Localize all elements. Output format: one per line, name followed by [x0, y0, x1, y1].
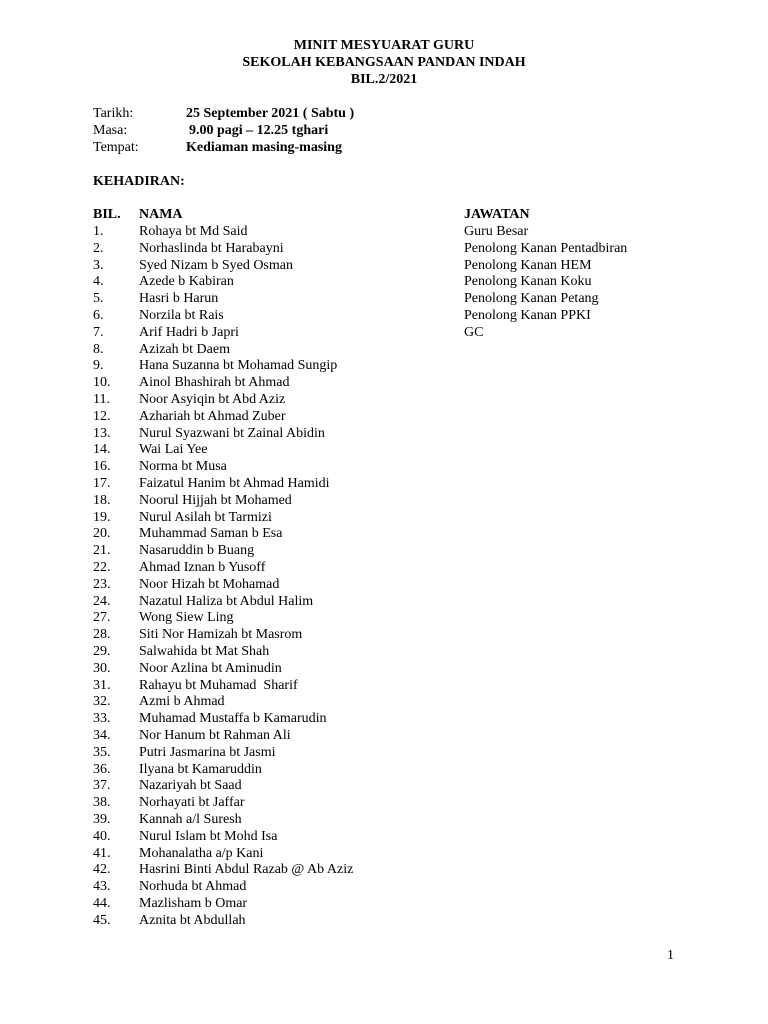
row-name: Hasri b Harun [139, 291, 219, 307]
attendance-row [0, 711, 768, 728]
row-number: 30. [93, 660, 111, 676]
row-number: 35. [93, 744, 111, 760]
row-number: 27. [93, 610, 111, 626]
attendance-row [0, 728, 768, 745]
attendance-row [0, 442, 768, 459]
tempat-label: Tempat: [93, 140, 139, 155]
row-name: Azede b Kabiran [139, 274, 234, 290]
row-number: 1. [93, 224, 104, 239]
row-name: Syed Nizam b Syed Osman [139, 257, 293, 273]
row-name: Nurul Syazwani bt Zainal Abidin [139, 425, 325, 441]
row-number: 39. [93, 812, 111, 827]
row-name: Salwahida bt Mat Shah [139, 644, 270, 659]
row-name: Noorul Hijjah bt Mohamed [139, 492, 292, 508]
row-number: 18. [93, 492, 111, 508]
column-header-jawatan: JAWATAN [464, 207, 530, 222]
attendance-row [0, 426, 768, 443]
row-number: 16. [93, 459, 111, 475]
row-name: Wong Siew Ling [139, 610, 234, 626]
row-number: 12. [93, 408, 111, 424]
row-name: Hasrini Binti Abdul Razab @ Ab Aziz [139, 862, 354, 878]
row-number: 43. [93, 879, 111, 895]
attendance-row [0, 392, 768, 409]
row-number: 2. [93, 240, 104, 256]
row-name: Rohaya bt Md Said [139, 224, 248, 239]
row-name: Norma bt Musa [139, 459, 227, 475]
row-name: Hana Suzanna bt Mohamad Sungip [139, 358, 338, 374]
row-number: 3. [93, 257, 104, 273]
attendance-row [0, 510, 768, 527]
tarikh-label: Tarikh: [93, 106, 134, 121]
attendance-row [0, 308, 768, 325]
row-number: 14. [93, 442, 111, 458]
row-name: Muhammad Saman b Esa [139, 526, 283, 542]
page-number: 1 [667, 948, 674, 963]
row-position: Penolong Kanan Petang [464, 291, 599, 307]
attendance-row [0, 913, 768, 930]
row-name: Rahayu bt Muhamad Sharif [139, 677, 298, 693]
attendance-row [0, 745, 768, 762]
row-number: 42. [93, 862, 111, 878]
row-name: Nurul Asilah bt Tarmizi [139, 509, 272, 525]
row-name: Nazatul Haliza bt Abdul Halim [139, 593, 314, 609]
attendance-row [0, 627, 768, 644]
attendance-row [0, 291, 768, 308]
row-number: 8. [93, 341, 104, 357]
row-name: Noor Azlina bt Aminudin [139, 660, 282, 676]
attendance-row [0, 846, 768, 863]
row-number: 9. [93, 358, 104, 374]
attendance-row [0, 778, 768, 795]
attendance-row [0, 493, 768, 510]
row-name: Azizah bt Daem [139, 341, 230, 357]
attendance-row [0, 526, 768, 543]
row-position: GC [464, 324, 484, 340]
row-name: Norhayati bt Jaffar [139, 795, 245, 811]
row-name: Nazariyah bt Saad [139, 778, 242, 794]
row-number: 11. [93, 392, 110, 407]
attendance-row [0, 241, 768, 258]
row-name: Noor Hizah bt Mohamad [139, 576, 280, 592]
attendance-row [0, 258, 768, 275]
attendance-row [0, 476, 768, 493]
doc-title: MINIT MESYUARAT GURU [293, 38, 475, 53]
row-number: 23. [93, 576, 111, 592]
row-number: 33. [93, 711, 111, 727]
row-number: 44. [93, 896, 111, 911]
attendance-row [0, 644, 768, 661]
school-name: SEKOLAH KEBANGSAAN PANDAN INDAH [242, 55, 526, 70]
tempat-value: Kediaman masing-masing [186, 140, 342, 155]
row-name: Putri Jasmarina bt Jasmi [139, 744, 276, 760]
row-number: 24. [93, 593, 111, 609]
row-position: Penolong Kanan Pentadbiran [464, 240, 628, 256]
row-name: Arif Hadri b Japri [139, 324, 239, 340]
row-name: Kannah a/l Suresh [139, 812, 242, 827]
attendance-row [0, 594, 768, 611]
row-number: 28. [93, 627, 111, 643]
row-number: 36. [93, 761, 111, 777]
row-number: 7. [93, 324, 104, 340]
row-number: 34. [93, 728, 111, 743]
attendance-row [0, 879, 768, 896]
row-name: Ilyana bt Kamaruddin [139, 761, 262, 777]
row-number: 38. [93, 795, 111, 811]
row-number: 22. [93, 560, 111, 575]
row-name: Faizatul Hanim bt Ahmad Hamidi [139, 476, 330, 491]
row-name: Ainol Bhashirah bt Ahmad [139, 375, 290, 391]
masa-value: 9.00 pagi – 12.25 tghari [189, 123, 329, 138]
row-number: 19. [93, 509, 111, 525]
row-name: Nasaruddin b Buang [139, 543, 255, 559]
attendance-row [0, 610, 768, 627]
attendance-row [0, 274, 768, 291]
row-name: Norzila bt Rais [139, 308, 224, 323]
column-header-nama: NAMA [139, 207, 183, 222]
row-name: Aznita bt Abdullah [139, 912, 246, 928]
row-name: Mazlisham b Omar [139, 896, 248, 911]
attendance-row [0, 375, 768, 392]
row-number: 37. [93, 778, 111, 794]
row-number: 45. [93, 912, 111, 928]
attendance-row [0, 795, 768, 812]
row-name: Muhamad Mustaffa b Kamarudin [139, 711, 327, 727]
row-name: Norhuda bt Ahmad [139, 879, 247, 895]
row-name: Norhaslinda bt Harabayni [139, 240, 284, 256]
row-number: 41. [93, 845, 111, 861]
row-number: 40. [93, 828, 111, 844]
attendance-row [0, 560, 768, 577]
row-name: Azmi b Ahmad [139, 694, 225, 710]
attendance-row [0, 762, 768, 779]
row-number: 13. [93, 425, 111, 441]
attendance-row [0, 694, 768, 711]
column-header-bil: BIL. [93, 207, 121, 222]
attendance-row [0, 829, 768, 846]
row-position: Penolong Kanan Koku [464, 274, 592, 290]
meeting-number: BIL.2/2021 [350, 72, 418, 87]
attendance-row [0, 358, 768, 375]
attendance-row [0, 325, 768, 342]
masa-label: Masa: [93, 123, 128, 138]
row-name: Nurul Islam bt Mohd Isa [139, 828, 278, 844]
attendance-heading: KEHADIRAN: [93, 174, 185, 189]
row-name: Noor Asyiqin bt Abd Aziz [139, 392, 286, 407]
row-name: Ahmad Iznan b Yusoff [139, 560, 266, 575]
attendance-row [0, 896, 768, 913]
attendance-row [0, 577, 768, 594]
row-name: Azhariah bt Ahmad Zuber [139, 408, 286, 424]
row-number: 29. [93, 644, 111, 659]
row-number: 20. [93, 526, 111, 542]
attendance-row [0, 459, 768, 476]
row-name: Siti Nor Hamizah bt Masrom [139, 627, 303, 643]
row-number: 31. [93, 677, 111, 693]
tarikh-value: 25 September 2021 ( Sabtu ) [186, 106, 355, 121]
attendance-row [0, 342, 768, 359]
attendance-row [0, 812, 768, 829]
row-name: Mohanalatha a/p Kani [139, 845, 264, 861]
attendance-row [0, 409, 768, 426]
attendance-row [0, 862, 768, 879]
row-number: 17. [93, 476, 111, 491]
attendance-row [0, 661, 768, 678]
row-number: 5. [93, 291, 104, 307]
attendance-row [0, 678, 768, 695]
attendance-row [0, 224, 768, 241]
row-position: Penolong Kanan HEM [464, 257, 592, 273]
row-position: Penolong Kanan PPKI [464, 308, 591, 323]
row-number: 32. [93, 694, 111, 710]
row-number: 4. [93, 274, 104, 290]
row-number: 10. [93, 375, 111, 391]
attendance-row [0, 543, 768, 560]
row-name: Wai Lai Yee [139, 442, 208, 458]
row-number: 6. [93, 308, 104, 323]
row-position: Guru Besar [464, 224, 529, 239]
row-number: 21. [93, 543, 111, 559]
row-name: Nor Hanum bt Rahman Ali [139, 728, 291, 743]
